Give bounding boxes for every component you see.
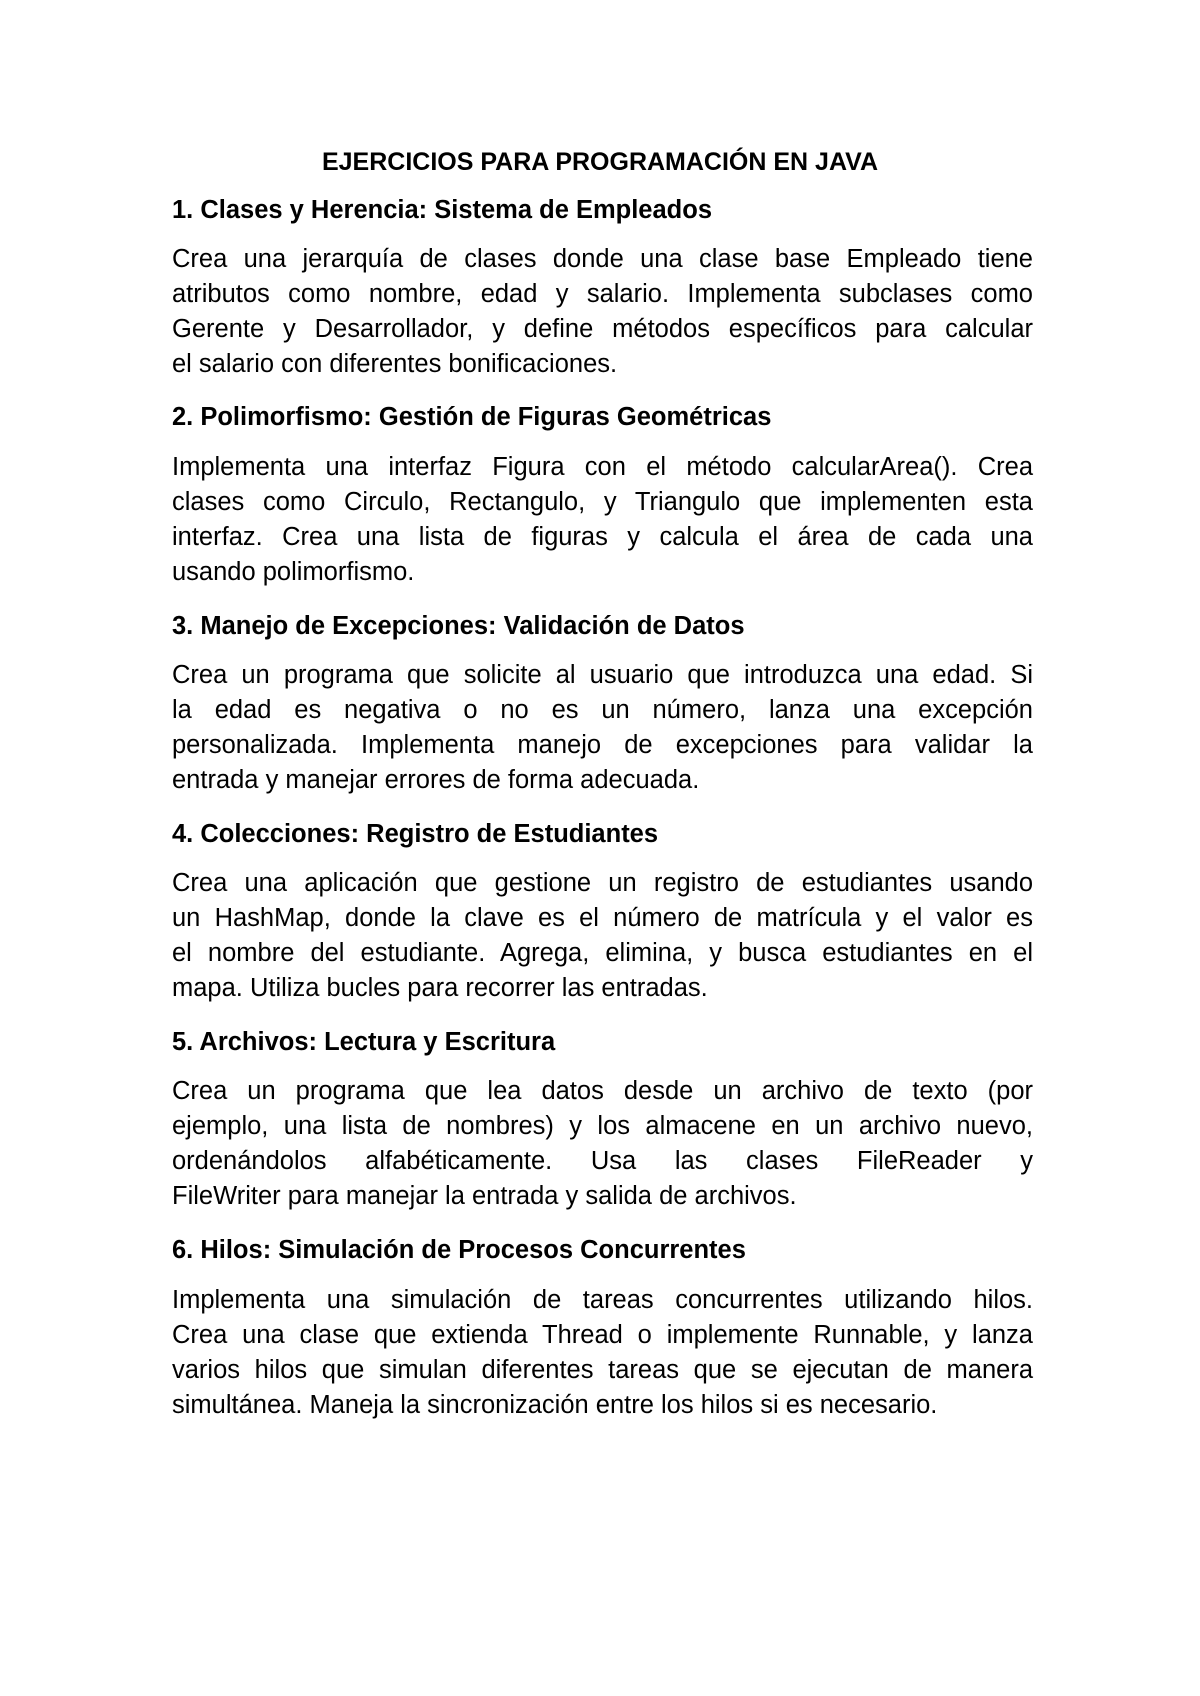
section-2-line-3: interfaz. Crea una lista de figuras y calcula el área de cada una [172,523,1033,551]
section-1-line-3: Gerente y Desarrollador, y define métodos específicos para calcular [172,315,1033,343]
section-6-paragraph [172,1283,1033,1423]
section-4-line-2: un HashMap, donde la clave es el número de matrícula y el valor es [172,904,1033,932]
section-2-paragraph [172,450,1033,590]
section-4-paragraph [172,866,1033,1006]
section-5-line-2: ejemplo, una lista de nombres) y los almacene en un archivo nuevo, [172,1112,1033,1140]
section-4-line-4: mapa. Utiliza bucles para recorrer las entradas. [172,974,708,1002]
section-6-line-2: Crea una clase que extienda Thread o implemente Runnable, y lanza [172,1321,1033,1349]
section-2-heading: 2. Polimorfismo: Gestión de Figuras Geométricas [172,403,772,431]
section-5-heading: 5. Archivos: Lectura y Escritura [172,1028,556,1056]
section-5-line-1: Crea un programa que lea datos desde un archivo de texto (por [172,1077,1033,1105]
section-3-line-1: Crea un programa que solicite al usuario que introduzca una edad. Si [172,661,1033,689]
section-3-heading: 3. Manejo de Excepciones: Validación de Datos [172,612,745,640]
section-5-paragraph [172,1074,1033,1214]
section-4-line-1: Crea una aplicación que gestione un registro de estudiantes usando [172,869,1033,897]
section-2-line-1: Implementa una interfaz Figura con el método calcularArea(). Crea [172,453,1033,481]
section-6-heading: 6. Hilos: Simulación de Procesos Concurrentes [172,1236,746,1264]
section-6-line-3: varios hilos que simulan diferentes tareas que se ejecutan de manera [172,1356,1033,1384]
document-title: EJERCICIOS PARA PROGRAMACIÓN EN JAVA [321,148,879,176]
section-1-paragraph [172,242,1033,382]
section-3-paragraph [172,658,1033,798]
section-3-line-3: personalizada. Implementa manejo de excepciones para validar la [172,731,1033,759]
section-3-line-4: entrada y manejar errores de forma adecuada. [172,766,700,794]
section-1-line-2: atributos como nombre, edad y salario. Implementa subclases como [172,280,1033,308]
section-2-line-4: usando polimorfismo. [172,558,415,586]
section-4-line-3: el nombre del estudiante. Agrega, elimina, y busca estudiantes en el [172,939,1033,967]
section-4-heading: 4. Colecciones: Registro de Estudiantes [172,820,659,848]
section-3-line-2: la edad es negativa o no es un número, lanza una excepción [172,696,1033,724]
section-1-line-1: Crea una jerarquía de clases donde una clase base Empleado tiene [172,245,1033,273]
section-5-line-3: ordenándolos alfabéticamente. Usa las clases FileReader y [172,1147,1033,1175]
section-1-line-4: el salario con diferentes bonificaciones. [172,350,618,378]
section-2-line-2: clases como Circulo, Rectangulo, y Triangulo que implementen esta [172,488,1033,516]
section-6-line-1: Implementa una simulación de tareas concurrentes utilizando hilos. [172,1286,1033,1314]
section-6-line-4: simultánea. Maneja la sincronización entre los hilos si es necesario. [172,1391,938,1419]
section-5-line-4: FileWriter para manejar la entrada y salida de archivos. [172,1182,797,1210]
section-1-heading: 1. Clases y Herencia: Sistema de Empleados [172,196,713,224]
